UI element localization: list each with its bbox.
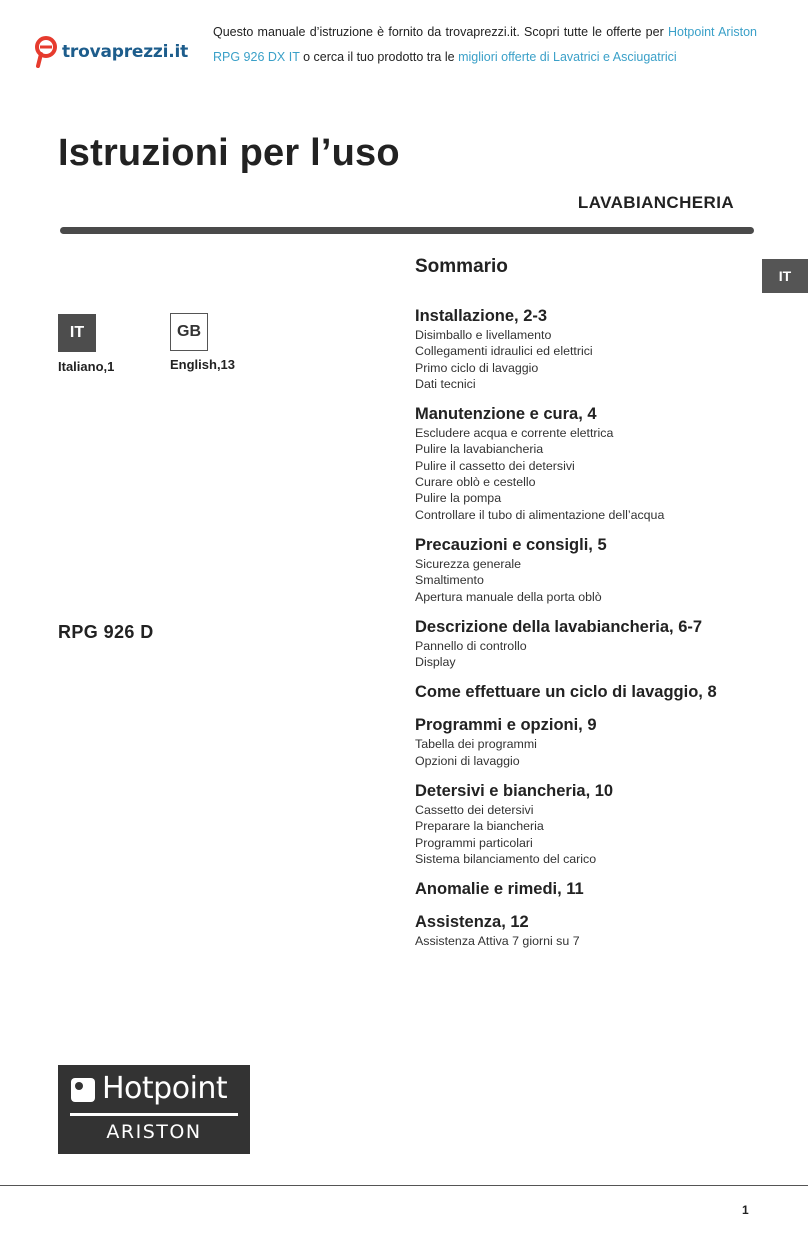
table-of-contents	[415, 306, 755, 962]
banner-text-1: Questo manuale d’istruzione è fornito da trovaprezzi.it. Scopri tutte le offerte per	[213, 25, 664, 39]
toc-heading[interactable]: Programmi e opzioni, 9	[415, 716, 597, 735]
toc-section	[415, 617, 755, 671]
trovaprezzi-logo[interactable]	[34, 34, 194, 70]
toc-item[interactable]: Pulire il cassetto dei detersivi	[415, 458, 575, 473]
page-number: 1	[742, 1203, 749, 1217]
title-divider	[60, 227, 754, 234]
toc-section	[415, 781, 755, 867]
toc-heading[interactable]: Installazione, 2-3	[415, 307, 548, 325]
toc-section	[415, 682, 755, 703]
toc-heading[interactable]: Manutenzione e cura, 4	[415, 405, 597, 424]
toc-heading[interactable]: Anomalie e rimedi, 11	[415, 880, 584, 899]
toc-item[interactable]: Assistenza Attiva 7 giorni su 7	[415, 934, 580, 949]
hotpoint-mark-icon	[71, 1078, 95, 1102]
toc-item[interactable]: Programmi particolari	[415, 835, 533, 850]
toc-item[interactable]: Pulire la pompa	[415, 491, 502, 506]
trovaprezzi-pin-icon	[34, 35, 58, 69]
toc-item[interactable]: Collegamenti idraulici ed elettrici	[415, 344, 593, 359]
toc-section	[415, 912, 755, 949]
hotpoint-ariston-logo	[58, 1065, 250, 1154]
toc-item[interactable]: Primo ciclo di lavaggio	[415, 360, 539, 375]
source-banner	[213, 20, 757, 70]
toc-item[interactable]: Preparare la biancheria	[415, 819, 544, 834]
toc-heading[interactable]: Precauzioni e consigli, 5	[415, 535, 607, 554]
toc-heading[interactable]: Come effettuare un ciclo di lavaggio, 8	[415, 683, 717, 702]
toc-heading[interactable]: Assistenza, 12	[415, 913, 529, 932]
language-gb-label: English,13	[170, 357, 236, 372]
toc-section	[415, 535, 755, 605]
toc-section	[415, 715, 755, 769]
toc-item[interactable]: Apertura manuale della porta oblò	[415, 589, 602, 604]
toc-item[interactable]: Pulire la lavabiancheria	[415, 442, 544, 457]
toc-item[interactable]: Pannello di controllo	[415, 638, 527, 653]
page-subtitle: LAVABIANCHERIA	[577, 193, 734, 212]
toc-item[interactable]: Sistema bilanciamento del carico	[415, 851, 597, 866]
banner-text-2: o cerca il tuo prodotto tra le	[303, 50, 455, 64]
brand-name: Hotpoint	[102, 1071, 228, 1106]
banner-line-2	[213, 45, 757, 70]
toc-item[interactable]: Opzioni di lavaggio	[415, 753, 520, 768]
toc-item[interactable]: Dati tecnici	[415, 376, 476, 391]
toc-item[interactable]: Disimballo e livellamento	[415, 328, 552, 342]
toc-item[interactable]: Curare oblò e cestello	[415, 475, 536, 490]
banner-line-1	[213, 20, 757, 45]
page-title: Istruzioni per l’uso	[58, 132, 400, 174]
toc-title: Sommario	[415, 256, 508, 277]
brand-offers-link[interactable]: Hotpoint Ariston	[667, 25, 757, 39]
language-it-box[interactable]: IT	[58, 314, 96, 352]
toc-item[interactable]: Controllare il tubo di alimentazione dell’acqua	[415, 507, 665, 522]
language-it-label: Italiano,1	[58, 359, 115, 374]
toc-item[interactable]: Cassetto dei detersivi	[415, 803, 534, 818]
trovaprezzi-logo-text: trovaprezzi.it	[62, 42, 189, 62]
toc-heading[interactable]: Descrizione della lavabiancheria, 6-7	[415, 617, 703, 636]
language-side-tab: IT	[762, 259, 808, 293]
toc-section	[415, 404, 755, 523]
toc-section	[415, 879, 755, 900]
toc-item[interactable]: Smaltimento	[415, 573, 484, 588]
brand-divider	[70, 1113, 238, 1116]
toc-item[interactable]: Tabella dei programmi	[415, 737, 537, 752]
product-link[interactable]: RPG 926 DX IT	[213, 50, 300, 64]
model-name: RPG 926 D	[58, 622, 154, 642]
footer-divider	[0, 1185, 808, 1186]
toc-heading[interactable]: Detersivi e biancheria, 10	[415, 782, 614, 801]
toc-item[interactable]: Escludere acqua e corrente elettrica	[415, 426, 614, 441]
category-offers-link[interactable]: migliori offerte di Lavatrici e Asciugatrici	[458, 50, 677, 64]
toc-item[interactable]: Sicurezza generale	[415, 556, 522, 571]
language-gb-box[interactable]: GB	[170, 313, 208, 351]
brand-sub: ARISTON	[106, 1121, 202, 1143]
toc-section	[415, 306, 755, 392]
toc-item[interactable]: Display	[415, 655, 456, 670]
